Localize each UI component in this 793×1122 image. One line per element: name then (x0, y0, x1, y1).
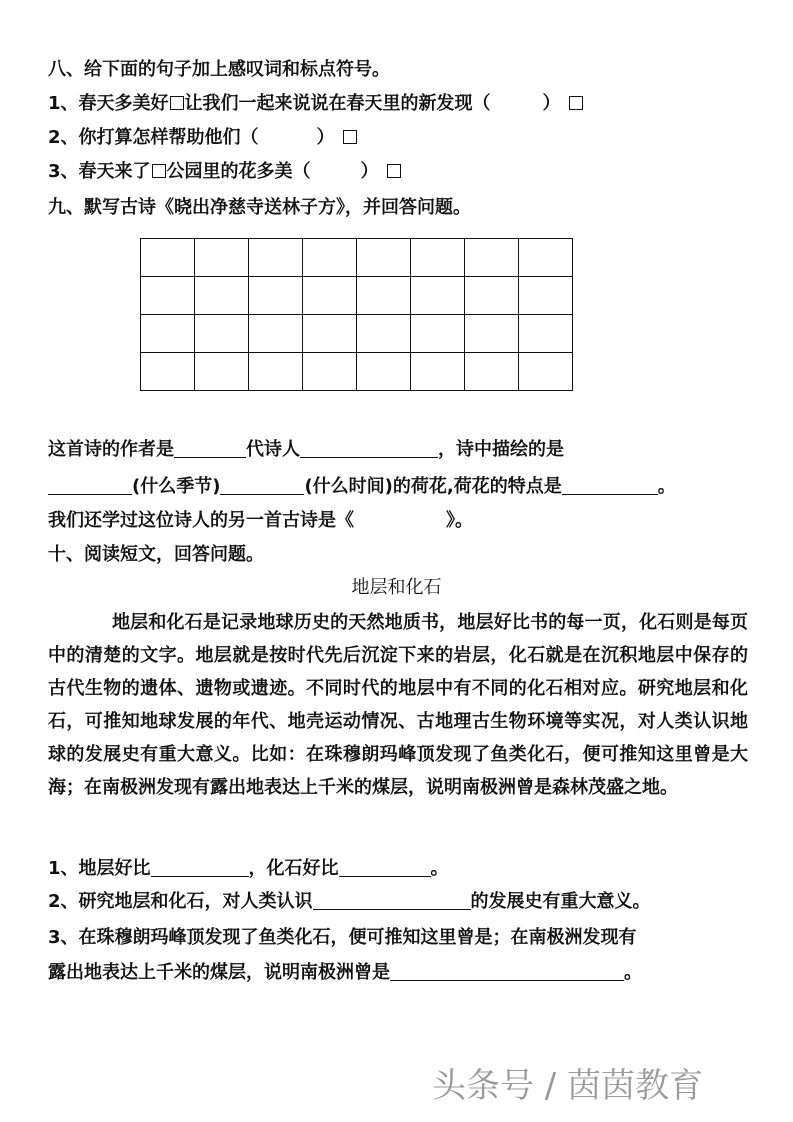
grid-cell[interactable] (141, 277, 195, 315)
blank-box (387, 164, 401, 178)
article-paragraph: 地层和化石是记录地球历史的天然地质书，地层好比书的每一页，化石则是每页中的清楚的文字。地层就是按时代先后沉淀下来的岩层，化石就是在沉积地层中保存的古代生物的遗体、遗物或遗迹。不同时代的地层中有不同的化石相对应。研究地层和化石，可推知地球发展的年代、地壳运动情况、古地理古生物环境等实况，对人类认识地球的发展史有重大意义。比如：在珠穆朗玛峰顶发现了鱼类化石，便可推知这里曾是大海；在南极洲发现有露出地表达上千米的煤层，说明南极洲曾是森林茂盛之地。 (48, 612, 748, 798)
grid-cell[interactable] (357, 277, 411, 315)
q3-text-c: ） (360, 161, 379, 182)
other-poem-end: 》。 (446, 510, 473, 531)
grid-cell[interactable] (519, 353, 573, 391)
q1-text-c: ） (542, 93, 561, 114)
grid-cell[interactable] (195, 239, 249, 277)
grid-cell[interactable] (249, 239, 303, 277)
dynasty-blank[interactable] (174, 437, 246, 458)
grid-row (141, 353, 573, 391)
stratum-blank[interactable] (151, 856, 249, 877)
depicts-label: ，诗中描绘的是 (438, 439, 564, 460)
time-label: (什么时间)的荷花,荷花的特点是 (304, 476, 562, 497)
q2-text-a: 2、你打算怎样帮助他们（ (48, 127, 259, 148)
grid-cell[interactable] (195, 353, 249, 391)
section9-heading: 九、默写古诗《晓出净慈寺送林子方》，并回答问题。 (48, 197, 471, 218)
section8-question-3 (48, 160, 402, 184)
grid-cell[interactable] (141, 239, 195, 277)
q2-text-b: ） (316, 127, 335, 148)
section9-line-1 (48, 437, 564, 462)
grid-cell[interactable] (357, 239, 411, 277)
grid-cell[interactable] (519, 277, 573, 315)
season-blank[interactable] (48, 474, 132, 495)
grid-cell[interactable] (519, 239, 573, 277)
grid-cell[interactable] (249, 277, 303, 315)
feature-blank[interactable] (562, 474, 658, 495)
section8-question-1 (48, 92, 584, 116)
article-title: 地层和化石 (351, 577, 442, 598)
grid-cell[interactable] (465, 315, 519, 353)
blank-box (152, 164, 166, 178)
grid-cell[interactable] (303, 277, 357, 315)
section10-question-2 (48, 889, 651, 914)
grid-cell[interactable] (303, 353, 357, 391)
q1-label-c: 。 (430, 858, 449, 879)
grid-cell[interactable] (141, 315, 195, 353)
section8-heading: 八、给下面的句子加上感叹词和标点符号。 (48, 59, 390, 80)
grid-cell[interactable] (141, 353, 195, 391)
grid-cell[interactable] (195, 315, 249, 353)
other-poem-label: 我们还学过这位诗人的另一首古诗是《 (48, 510, 354, 531)
grid-cell[interactable] (357, 315, 411, 353)
blank-box (569, 96, 583, 110)
antarctica-blank[interactable] (390, 960, 624, 981)
blank-box (343, 130, 357, 144)
blank-box (170, 96, 184, 110)
history-blank[interactable] (313, 889, 471, 910)
section9-line-2 (48, 474, 676, 499)
grid-cell[interactable] (357, 353, 411, 391)
q3-text-b: 公园里的花多美（ (166, 161, 311, 182)
poet-name-blank[interactable] (300, 437, 438, 458)
grid-row (141, 277, 573, 315)
grid-cell[interactable] (249, 353, 303, 391)
grid-cell[interactable] (303, 239, 357, 277)
grid-cell[interactable] (465, 277, 519, 315)
watermark: 头条号 / 茵茵教育 (432, 1066, 704, 1106)
q3-text-a: 3、春天来了 (48, 161, 151, 182)
section10-heading: 十、阅读短文，回答问题。 (48, 544, 264, 565)
season-label: (什么季节) (132, 476, 221, 497)
grid-row (141, 315, 573, 353)
grid-cell[interactable] (411, 315, 465, 353)
grid-cell[interactable] (411, 277, 465, 315)
grid-cell[interactable] (411, 239, 465, 277)
section9-line-3 (48, 509, 473, 533)
grid-row (141, 239, 573, 277)
q1-text-a: 1、春天多美好 (48, 93, 169, 114)
grid-cell[interactable] (465, 239, 519, 277)
q1-label-a: 1、地层好比 (48, 858, 151, 879)
section10-question-3-line-2 (48, 960, 642, 985)
grid-cell[interactable] (303, 315, 357, 353)
author-label: 这首诗的作者是 (48, 439, 174, 460)
section10-question-1 (48, 856, 449, 881)
grid-cell[interactable] (249, 315, 303, 353)
q2-label-b: 的发展史有重大意义。 (470, 891, 651, 912)
section10-question-3-line-1: 3、在珠穆朗玛峰顶发现了鱼类化石，便可推知这里曾是；在南极洲发现有 (48, 927, 637, 948)
q1-label-b: ，化石好比 (248, 858, 339, 879)
grid-cell[interactable] (195, 277, 249, 315)
q1-text-b: 让我们一起来说说在春天里的新发现（ (184, 93, 491, 114)
grid-cell[interactable] (519, 315, 573, 353)
grid-cell[interactable] (465, 353, 519, 391)
poem-writing-grid (140, 238, 573, 391)
q3-label-b: 。 (624, 962, 642, 983)
time-blank[interactable] (220, 474, 304, 495)
poet-label: 代诗人 (246, 439, 300, 460)
section8-question-2 (48, 126, 358, 150)
period: 。 (657, 476, 676, 497)
grid-cell[interactable] (411, 353, 465, 391)
q3-label-a: 露出地表达上千米的煤层，说明南极洲曾是 (48, 962, 390, 983)
fossil-blank[interactable] (339, 856, 431, 877)
q2-label-a: 2、研究地层和化石，对人类认识 (48, 891, 313, 912)
